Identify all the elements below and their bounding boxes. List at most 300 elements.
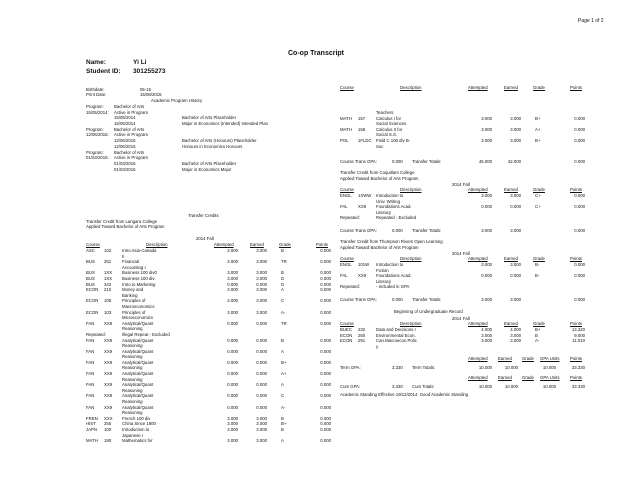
cell-g: B+ <box>535 115 541 121</box>
header-course: Course <box>340 321 354 326</box>
cell-d: II <box>122 253 125 259</box>
header-points: Points <box>570 256 582 261</box>
cell-p: 0.000 <box>320 275 331 281</box>
cell-d: Principles of <box>122 309 146 315</box>
cell-d: Reasoning <box>122 376 143 382</box>
doc-title: Co-op Transcript <box>288 50 345 57</box>
cell-p: 0.000 <box>320 382 331 388</box>
header-attempted: Attempted <box>468 187 488 192</box>
cell-g: C <box>281 298 285 304</box>
trans-totals-coquitlam <box>340 228 585 234</box>
cell-a: 3.000 <box>227 259 238 265</box>
trans-gpa-value: 0.000 <box>392 228 403 233</box>
cell-c1: MATH <box>340 126 352 132</box>
cell-d: Literacy <box>376 278 392 284</box>
cell-p: 0.000 <box>320 427 331 432</box>
cell-a: 0.000 <box>227 348 238 354</box>
cell-c2: 1FLDC <box>358 137 372 143</box>
header-description: Description <box>400 321 422 326</box>
program-date: 01/03/2016: <box>86 155 109 161</box>
cell-g: B+ <box>281 421 287 427</box>
cell-d: Social Sciences <box>376 121 407 127</box>
cell-g: A <box>281 287 284 293</box>
cell-e: 0.000 <box>256 337 267 343</box>
program-detail: Active in Program <box>114 109 148 115</box>
cell-d: Foundations Acad. <box>376 204 412 210</box>
cell-g: TR <box>281 259 287 265</box>
right-top-table <box>340 85 585 149</box>
cell-p: 0.000 <box>320 287 331 293</box>
cell-a: 3.000 <box>227 421 238 427</box>
page-label: Page 1 of 2 <box>578 18 604 24</box>
cell-g: B+ <box>281 359 287 365</box>
cell-a: 3.000 <box>227 275 238 281</box>
cell-a: 3.000 <box>481 262 492 267</box>
cell-e: 3.000 <box>256 438 267 444</box>
cell-d: Field C 100 div B- <box>376 137 411 143</box>
header-points: Points <box>570 321 582 326</box>
cell-e: 3.000 <box>510 262 521 267</box>
cell-c1: BUS <box>86 259 95 265</box>
undergrad-heading: Beginning of Undergraduate Record <box>394 309 463 314</box>
program-detail: 12/06/2015 <box>114 138 136 144</box>
cell-c2: XX9 <box>104 382 113 388</box>
trans-gpa-label: Course Trans GPA: <box>340 159 377 164</box>
header-attempted: Attempted <box>468 85 488 90</box>
cell-a: 3.000 <box>227 287 238 293</box>
cell-p: 0.000 <box>574 193 585 198</box>
cell-g: A- <box>535 338 540 344</box>
cell-c1: HIST <box>86 421 96 427</box>
cell-c2: XX9 <box>104 371 113 377</box>
cell-e: 3.000 <box>510 126 521 132</box>
table-row <box>340 144 585 150</box>
cell-p: 9.000 <box>574 332 585 338</box>
program-detail: 12/06/2015 <box>114 143 136 149</box>
cell-c1: FAN <box>86 359 95 365</box>
cell-p: 0.000 <box>574 126 585 132</box>
program-history-heading: Academic Program History <box>151 98 203 103</box>
left-term-label: 2014 Fall <box>196 236 214 241</box>
cell-a: 0.000 <box>481 273 492 279</box>
cell-c1: JAPN <box>86 427 97 432</box>
header-attempted: Attempted <box>468 356 488 361</box>
header-attempted: Attempted <box>468 375 488 380</box>
header-earned: Earned <box>504 256 518 261</box>
gpa-totals-label: Term Totals: <box>412 365 436 370</box>
program-plan: Bachelor of Arts Placeholder <box>182 160 237 166</box>
cell-e: 3.000 <box>256 415 267 421</box>
cell-p: 0.000 <box>574 262 585 267</box>
cell-c2: XXX <box>104 415 113 421</box>
cell-a: 0.000 <box>481 204 492 210</box>
applied-toward-langara: Applied Toward Bachelor of Arts Program <box>86 224 165 229</box>
transfer-credits-heading: Transfer Credits <box>188 213 219 218</box>
cell-c1: ECON <box>86 298 99 304</box>
program-detail: Active in Program <box>114 155 148 161</box>
cell-g: A <box>281 348 284 354</box>
cell-e: 0.000 <box>256 393 267 399</box>
cell-a: 3.000 <box>227 298 238 304</box>
cell-d: Reasoning <box>122 365 143 371</box>
cell-d: Environmental Econ. <box>376 332 416 338</box>
cell-c2: XX9 <box>358 204 367 210</box>
cell-g: B <box>281 248 284 253</box>
cell-d: Reasoning <box>122 410 143 416</box>
cell-d: Teachers <box>376 110 394 115</box>
cell-c1: ENGL <box>340 193 352 198</box>
cell-d: Macroeconomics <box>122 303 155 309</box>
cell-c2: 1XX <box>104 275 113 281</box>
trans-totals-label: Transfer Totals: <box>412 228 442 233</box>
cell-d: Analytical/Quant <box>122 320 154 326</box>
cell-g: C <box>281 393 285 399</box>
cell-c2: 251 <box>104 259 112 265</box>
cell-a: 3.000 <box>227 415 238 421</box>
program-detail: 01/03/2016 <box>114 160 136 166</box>
trans-totals-label: Transfer Totals: <box>412 297 442 302</box>
cell-g: A <box>281 382 284 388</box>
cell-e: 3.000 <box>256 248 267 253</box>
gpa-points: 33.330 <box>571 365 585 370</box>
trans-totals-langara <box>340 159 585 165</box>
cell-a: 0.000 <box>227 359 238 365</box>
header-attempted: Attempted <box>214 242 234 247</box>
gpa-value: 3.330 <box>392 365 403 370</box>
cell-g: D <box>281 275 285 281</box>
cell-e: 0.000 <box>256 281 267 287</box>
cell-g: B <box>281 337 284 343</box>
header-gpa-units: GPA Units <box>540 375 560 380</box>
applied-toward-coquitlam: Applied Toward Bachelor of Arts Program <box>340 176 419 181</box>
cell-g: A- <box>281 309 286 315</box>
cell-c1: BUS <box>86 270 95 276</box>
header-course: Course <box>340 256 354 261</box>
cell-c2: 100 <box>104 427 112 432</box>
cell-p: 0.000 <box>320 281 331 287</box>
cell-c2: 232 <box>358 327 366 332</box>
cell-e: 3.000 <box>256 421 267 427</box>
cell-g: B+ <box>535 327 541 332</box>
cell-e: 0.000 <box>256 404 267 410</box>
cell-p: 0.000 <box>320 320 331 326</box>
cell-a: 3.000 <box>227 270 238 276</box>
header-grade: Grade <box>279 242 291 247</box>
cell-a: 0.000 <box>227 393 238 399</box>
program-plan: Bachelor of Arts Placeholder <box>182 115 237 121</box>
cell-e: 0.000 <box>256 320 267 326</box>
cell-p: 0.000 <box>320 415 331 421</box>
cell-c1: FAN <box>86 393 95 399</box>
cell-e: 3.000 <box>256 298 267 304</box>
cell-d: Fiction <box>376 267 389 273</box>
table-row <box>340 344 585 350</box>
program-date: 12/06/2015: <box>86 132 109 138</box>
program-date: Program: <box>86 126 104 132</box>
gpa-units: 10.000 <box>542 365 556 370</box>
cell-d: Foundations Acad. <box>376 273 412 279</box>
cell-d: Japanese I <box>122 432 144 438</box>
gpa-units: 10.000 <box>542 384 556 389</box>
cell-a: 3.000 <box>481 115 492 121</box>
cell-e: 3.000 <box>256 309 267 315</box>
cell-e: 0.000 <box>256 371 267 377</box>
header-course: Course <box>86 242 100 247</box>
cell-a: 0.000 <box>227 337 238 343</box>
header-course: Course <box>340 187 354 192</box>
cell-c1: FAL <box>340 204 348 210</box>
header-grade: Grade <box>533 85 545 90</box>
cell-d: Intro to Marketing <box>122 281 156 287</box>
header-grade: Grade <box>533 321 545 326</box>
undergrad-table <box>340 321 585 349</box>
cell-g: B <box>281 415 284 421</box>
cell-d: Accounting I <box>122 264 146 270</box>
cell-g: B <box>281 270 284 276</box>
cell-c1: ECON <box>86 287 99 293</box>
header-earned: Earned <box>498 375 512 380</box>
table-row <box>86 438 331 444</box>
header-attempted: Attempted <box>468 256 488 261</box>
cell-d: Analytical/Quant <box>122 404 154 410</box>
program-plan: Major in Economics Major <box>182 166 232 172</box>
cell-c1: ENGL <box>340 262 352 267</box>
cell-p: 0.000 <box>574 273 585 279</box>
cell-p: 0.000 <box>320 359 331 365</box>
cell-d: Financial <box>122 259 140 265</box>
cell-d: Business 100 div0 <box>122 270 157 276</box>
cell-a: 3.000 <box>227 309 238 315</box>
cell-c2: XX9 <box>104 337 113 343</box>
header-attempted: Attempted <box>468 321 488 326</box>
cell-g: A <box>281 438 284 444</box>
cell-c2: XX9 <box>104 404 113 410</box>
cell-a: 3.000 <box>227 427 238 432</box>
program-detail: 01/03/2016 <box>114 166 136 172</box>
cell-d: Analytical/Quant <box>122 348 154 354</box>
trans-points: 0.000 <box>574 228 585 233</box>
cell-e: 4.000 <box>510 327 521 332</box>
cell-c1: FAN <box>86 371 95 377</box>
gpa-row <box>340 384 585 390</box>
cell-c1: BUS <box>86 275 95 281</box>
birthdate-value: 05-15 <box>140 87 151 92</box>
cell-c2: 190 <box>104 438 112 444</box>
cell-a: 3.000 <box>481 126 492 132</box>
cell-d: Microeconomics <box>122 315 154 321</box>
header-earned: Earned <box>504 85 518 90</box>
transfer-from-langara: Transfer Credit from Langara College <box>86 219 158 224</box>
cell-g: TR <box>281 320 287 326</box>
cell-c2: 291 <box>358 338 366 344</box>
cell-g: B <box>281 427 284 432</box>
cell-e: 3.000 <box>510 115 521 121</box>
trans-points: 0.000 <box>574 297 585 302</box>
cell-c2: 105 <box>104 298 112 304</box>
program-plan: Major in Economics (Intended) Intended Plan <box>182 121 268 127</box>
student-id-value: 301255273 <box>133 68 166 75</box>
cell-c1: ECON <box>340 338 353 344</box>
cell-p: 0.000 <box>320 270 331 276</box>
cell-a: 4.000 <box>481 327 492 332</box>
cell-c2: 101W <box>358 262 370 267</box>
header-grade: Grade <box>522 356 534 361</box>
cell-c2: 1XX <box>104 270 113 276</box>
header-description: Description <box>400 85 422 90</box>
trans-attempted: 3.000 <box>481 297 492 302</box>
cell-a: 0.000 <box>227 404 238 410</box>
header-points: Points <box>570 356 582 361</box>
cell-p: 0.000 <box>320 421 331 427</box>
cell-d: Mathematics for <box>122 438 153 444</box>
cell-p: 0.000 <box>320 309 331 315</box>
coquitlam-term: 2014 Fall <box>452 182 470 187</box>
cell-p: 0.000 <box>574 204 585 210</box>
transfer-from-coquitlam: Transfer Credit from Coquitlam College <box>340 170 415 175</box>
name-label: Name: <box>86 59 106 66</box>
cell-g: B+ <box>535 137 541 143</box>
column-header-row <box>340 85 585 91</box>
cell-a: 3.000 <box>227 248 238 253</box>
cell-p: 0.000 <box>320 371 331 377</box>
tru-table <box>340 256 585 290</box>
trans-attempted: 3.000 <box>481 228 492 233</box>
cell-c2: XX9 <box>104 359 113 365</box>
cell-a: 3.000 <box>481 338 492 344</box>
cum-gpa-block <box>340 375 585 390</box>
cell-p: 0.000 <box>320 337 331 343</box>
cell-a: 0.000 <box>227 320 238 326</box>
program-label: Program: <box>86 104 104 109</box>
cell-d: Analytical/Quant <box>122 371 154 377</box>
cell-d: Reasoning <box>122 326 143 332</box>
cell-c1: Repeated: <box>340 284 360 290</box>
cell-d: Repeated - Excluded <box>376 215 417 221</box>
program-history-row <box>86 167 316 173</box>
cell-c2: 157 <box>358 115 366 121</box>
cell-p: 0.000 <box>320 248 331 253</box>
cell-d: Introduction to <box>122 427 150 432</box>
cell-d: y <box>376 343 379 349</box>
cell-c1: FAN <box>86 382 95 388</box>
trans-gpa-value: 0.000 <box>392 159 403 164</box>
cell-d: Reasoning <box>122 387 143 393</box>
header-grade: Grade <box>533 256 545 261</box>
trans-points: 0.000 <box>574 159 585 164</box>
program-detail: Active in Program <box>114 132 148 138</box>
cell-e: 3.000 <box>256 275 267 281</box>
cell-c1: MATH <box>86 438 98 444</box>
cell-a: 3.000 <box>481 193 492 198</box>
cell-c1: ECON <box>86 309 99 315</box>
transfer-from-tru: Transfer Credit from Thompson Rivers Open Learning <box>340 239 443 244</box>
cell-d: Calculus I for <box>376 115 402 121</box>
program-history <box>86 104 316 172</box>
trans-gpa-label: Course Trans GPA: <box>340 297 377 302</box>
cell-e: 0.000 <box>256 348 267 354</box>
program-plan: Honours in Economics Honours <box>182 143 243 149</box>
gpa-header-row <box>340 356 585 362</box>
cell-p: 0.000 <box>574 137 585 143</box>
cell-a: 0.000 <box>227 371 238 377</box>
cell-c1: BUEC <box>340 327 352 332</box>
cell-d: Introduction to <box>376 193 404 198</box>
cell-d: Univ. Writing <box>376 198 400 204</box>
cell-p: 0.000 <box>320 259 331 265</box>
cell-c1: ECON <box>340 332 353 338</box>
header-points: Points <box>570 187 582 192</box>
cell-c1: BUS <box>86 281 95 287</box>
gpa-earned: 10.000 <box>504 384 518 389</box>
cell-a: 0.000 <box>227 281 238 287</box>
cell-c2: XX9 <box>358 273 367 279</box>
cell-e: 3.000 <box>256 259 267 265</box>
gpa-label: Term GPA: <box>340 365 361 370</box>
cell-d: Social S.S. <box>376 132 398 138</box>
cell-c1: ASC <box>86 248 95 253</box>
left-course-table <box>86 242 331 444</box>
name-value: Yi Li <box>133 59 147 66</box>
cell-e: 3.000 <box>256 270 267 276</box>
cell-p: 0.000 <box>320 438 331 444</box>
cell-c1: POL <box>340 137 349 143</box>
cell-d: Illegal Repeat - Excluded <box>122 331 170 337</box>
cell-e: 0.000 <box>256 382 267 388</box>
header-earned: Earned <box>504 321 518 326</box>
cell-a: 0.000 <box>227 382 238 388</box>
cell-e: 3.000 <box>510 332 521 338</box>
cell-c1: FAN <box>86 348 95 354</box>
trans-totals-tru <box>340 297 585 303</box>
totals-row <box>340 297 585 303</box>
cell-e: 0.000 <box>510 204 521 210</box>
cell-g: A+ <box>281 371 287 377</box>
header-gpa-units: GPA Units <box>540 356 560 361</box>
cell-c2: 260 <box>358 332 366 338</box>
program-detail: Bachelor of Arts <box>114 149 145 155</box>
undergrad-term: 2014 Fall <box>452 316 470 321</box>
cell-c1: FAN <box>86 320 95 326</box>
cell-g: B <box>535 332 538 338</box>
cell-e: 3.000 <box>510 137 521 143</box>
cell-d: Can.Macroecon.Polic <box>376 338 417 344</box>
cell-g: C+ <box>535 193 541 198</box>
cell-c2: 343 <box>104 281 112 287</box>
term-gpa-block <box>340 356 585 371</box>
header-points: Points <box>316 242 328 247</box>
program-date: Program: <box>86 149 104 155</box>
trans-earned: 3.000 <box>510 228 521 233</box>
program-plan: Bachelor of Arts (Honours) Placeholder <box>182 138 257 144</box>
header-grade: Grade <box>533 187 545 192</box>
gpa-points: 33.330 <box>571 384 585 389</box>
header-course: Course <box>340 85 354 90</box>
header-earned: Earned <box>498 356 512 361</box>
cell-g: D <box>281 281 285 287</box>
gpa-attempted: 10.000 <box>478 365 492 370</box>
program-detail: 15/05/2014 <box>114 115 136 121</box>
program-detail: 15/05/2014 <box>114 121 136 127</box>
cell-c1: FAN <box>86 337 95 343</box>
cell-p: 0.000 <box>574 115 585 121</box>
program-detail: Bachelor of Arts <box>114 104 145 109</box>
gpa-attempted: 10.000 <box>478 384 492 389</box>
cell-e: 0.000 <box>256 359 267 365</box>
cell-p: 0.000 <box>320 298 331 304</box>
cell-g: A+ <box>535 126 541 132</box>
tru-term: 2014 Fall <box>452 251 470 256</box>
trans-earned: 3.000 <box>510 297 521 302</box>
